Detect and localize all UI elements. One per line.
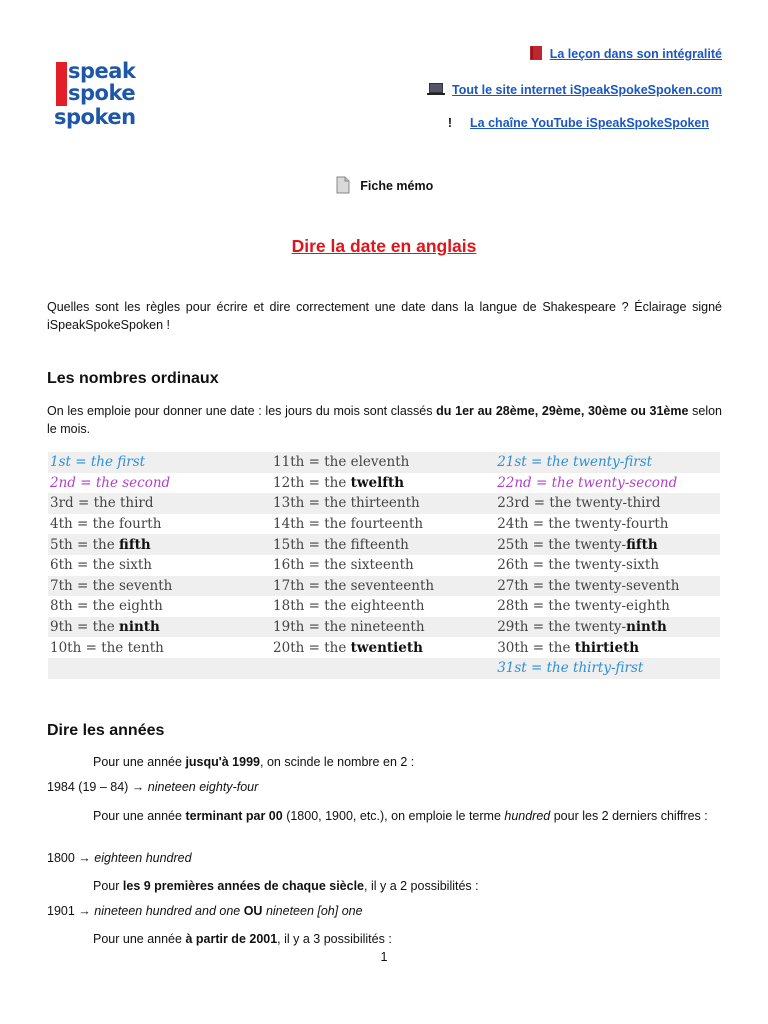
ordinals-row [48, 493, 720, 514]
ordinal-cell [271, 473, 495, 494]
ordinal-cell [48, 534, 271, 555]
years-example-1 [47, 780, 258, 794]
ordinals-paragraph [47, 402, 722, 438]
ordinal-cell [48, 555, 271, 576]
years-rule-2-d: pour les 2 derniers chiffres : [550, 809, 708, 823]
memo-label-row [0, 176, 768, 197]
ordinal-cell [495, 555, 720, 576]
ordinal-cell [271, 514, 495, 535]
ordinal-cell [48, 617, 271, 638]
ordinal-text: 1st = the first [50, 454, 146, 471]
ordinal-text: 28th = the twenty-eighth [497, 598, 670, 615]
ordinal-text: 30th = the [497, 639, 575, 656]
logo-line-spoken: spoken [54, 105, 136, 129]
book-icon [528, 45, 544, 64]
ordinal-cell [48, 596, 271, 617]
page-number: 1 [380, 950, 388, 964]
ordinal-text: 6th = the sixth [50, 557, 152, 574]
ordinals-row [48, 514, 720, 535]
ordinal-cell [495, 658, 720, 679]
intro-paragraph: Quelles sont les règles pour écrire et dire correctement une date dans la langue de Shakespeare ? Éclairage signé iSpeakSpokeSpoken ! [47, 300, 722, 332]
ordinals-text-after: selon le mois. [47, 404, 722, 436]
years-rule-2-i: hundred [504, 809, 551, 823]
ordinal-text: 25th = the twenty- [497, 536, 627, 553]
years-example-3-b: OU [240, 904, 266, 918]
ordinal-cell [48, 473, 271, 494]
ordinal-cell [48, 514, 271, 535]
ordinals-row [48, 534, 720, 555]
logo [52, 58, 142, 134]
ordinal-text: 16th = the sixteenth [273, 557, 414, 574]
ordinals-table-body [48, 452, 720, 679]
ordinal-cell [271, 452, 495, 473]
years-example-3-i2: nineteen [oh] one [265, 904, 363, 918]
years-rule-1-c: , on scinde le nombre en 2 : [260, 755, 415, 769]
years-rule-3-b: les 9 premières années de chaque siècle [122, 879, 364, 893]
ordinal-cell [495, 514, 720, 535]
years-rule-2-a: Pour une année [93, 809, 186, 823]
ordinal-text: 5th = the [50, 536, 120, 553]
lesson-link[interactable]: La leçon dans son intégralité [549, 47, 722, 61]
ordinal-text: 24th = the twenty-fourth [497, 516, 669, 533]
ordinal-cell [495, 576, 720, 597]
ordinal-text: 8th = the eighth [50, 598, 163, 615]
ordinal-cell [271, 534, 495, 555]
link-row-lesson [426, 44, 722, 64]
link-row-youtube [426, 113, 722, 133]
years-example-3-i1: nineteen hundred and one [94, 904, 241, 918]
section-heading-ordinals: Les nombres ordinaux [47, 370, 219, 387]
ordinal-text: 7th = the seventh [50, 577, 173, 594]
ordinals-row [48, 473, 720, 494]
ordinal-bold-text: twentieth [350, 639, 423, 656]
years-example-1-a: 1984 (19 – 84) → [47, 780, 148, 794]
ordinal-text: 9th = the [50, 619, 120, 636]
website-link[interactable]: Tout le site internet iSpeakSpokeSpoken.com [452, 83, 722, 97]
ordinal-cell [271, 555, 495, 576]
years-rule-4-c: , il y a 3 possibilités : [277, 932, 392, 946]
ordinal-bold-text: ninth [626, 619, 667, 636]
ordinal-cell [48, 493, 271, 514]
years-rule-4-a: Pour une année [93, 932, 186, 946]
ordinal-text: 18th = the eighteenth [273, 598, 425, 615]
logo-line-spoke: spoke [68, 81, 136, 105]
years-example-3 [47, 904, 363, 918]
logo-line-speak: speak [68, 59, 136, 83]
years-rule-2-b: terminant par 00 [185, 809, 283, 823]
logo-i-mark [56, 62, 67, 106]
ordinal-text: 21st = the twenty-first [497, 454, 653, 471]
years-rule-1-b: jusqu'à 1999 [185, 755, 260, 769]
years-rule-3-c: , il y a 2 possibilités : [364, 879, 479, 893]
ordinal-cell [495, 452, 720, 473]
ordinal-text: 26th = the twenty-sixth [497, 557, 660, 574]
ordinal-cell [495, 473, 720, 494]
ordinal-cell [48, 637, 271, 658]
ordinals-table [48, 452, 720, 679]
ordinal-text: 15th = the fifteenth [273, 536, 409, 553]
ordinal-text: 29th = the twenty- [497, 619, 627, 636]
ordinals-row [48, 658, 720, 679]
ordinal-cell [271, 493, 495, 514]
ordinals-row [48, 576, 720, 597]
ordinal-cell [495, 493, 720, 514]
years-rule-1 [93, 753, 722, 771]
header-links [426, 44, 722, 133]
ordinals-text-before: On les emploie pour donner une date : les jours du mois sont classés [47, 404, 437, 418]
ordinal-cell [271, 576, 495, 597]
ordinal-cell [271, 617, 495, 638]
years-rule-2 [93, 807, 722, 825]
ordinals-row [48, 596, 720, 617]
ordinal-bold-text: twelfth [350, 474, 405, 491]
years-rule-4 [93, 930, 722, 948]
years-rule-3-a: Pour [93, 879, 123, 893]
ordinals-row [48, 637, 720, 658]
years-rule-1-a: Pour une année [93, 755, 186, 769]
ordinal-text: 31st = the thirty-first [497, 660, 644, 677]
ordinal-text: 4th = the fourth [50, 516, 162, 533]
ordinal-text: 27th = the twenty-seventh [497, 577, 680, 594]
years-rule-4-b: à partir de 2001 [185, 932, 278, 946]
ordinals-row [48, 555, 720, 576]
ordinal-text: 3rd = the third [50, 495, 154, 512]
ordinal-bold-text: fifth [626, 536, 658, 553]
ordinal-cell [495, 534, 720, 555]
memo-label: Fiche mémo [360, 178, 434, 193]
years-example-2-a: 1800 → [47, 851, 95, 865]
ordinal-text: 23rd = the twenty-third [497, 495, 661, 512]
ordinal-text: 17th = the seventeenth [273, 577, 435, 594]
years-example-2 [47, 851, 192, 865]
laptop-icon [426, 81, 446, 100]
ordinal-cell [495, 637, 720, 658]
ordinal-bold-text: ninth [119, 619, 160, 636]
document-icon [335, 176, 351, 197]
years-rule-3 [93, 877, 722, 895]
ordinal-cell [495, 617, 720, 638]
ordinals-row [48, 617, 720, 638]
page-title: Dire la date en anglais [291, 236, 477, 256]
ordinal-cell [271, 658, 495, 679]
ordinal-text: 11th = the eleventh [273, 454, 410, 471]
ordinals-text-bold: du 1er au 28ème, 29ème, 30ème ou 31ème [436, 404, 689, 418]
ordinal-cell [48, 576, 271, 597]
ordinal-cell [271, 596, 495, 617]
section-heading-years: Dire les années [47, 722, 165, 739]
ordinal-text: 2nd = the second [50, 474, 171, 491]
ordinal-text: 20th = the [273, 639, 351, 656]
ordinal-text: 19th = the nineteenth [273, 619, 425, 636]
ordinal-cell [495, 596, 720, 617]
link-row-site [426, 80, 722, 100]
years-example-3-a: 1901 → [47, 904, 95, 918]
ordinal-bold-text: thirtieth [574, 639, 640, 656]
ordinal-text: 14th = the fourteenth [273, 516, 424, 533]
years-example-2-i: eighteen hundred [94, 851, 192, 865]
ordinal-bold-text: fifth [119, 536, 151, 553]
ordinal-cell [48, 658, 271, 679]
ordinal-cell [48, 452, 271, 473]
ordinal-text: 12th = the [273, 474, 351, 491]
ordinal-text: 22nd = the twenty-second [497, 474, 678, 491]
ordinals-row [48, 452, 720, 473]
exclamation-icon: ! [447, 116, 453, 130]
ordinal-cell [271, 637, 495, 658]
years-example-1-i: nineteen eighty-four [147, 780, 259, 794]
youtube-link[interactable]: La chaîne YouTube iSpeakSpokeSpoken [470, 116, 709, 130]
ordinal-text: 10th = the tenth [50, 639, 164, 656]
years-rule-2-c: (1800, 1900, etc.), on emploie le terme [282, 809, 505, 823]
ordinal-text: 13th = the thirteenth [273, 495, 420, 512]
